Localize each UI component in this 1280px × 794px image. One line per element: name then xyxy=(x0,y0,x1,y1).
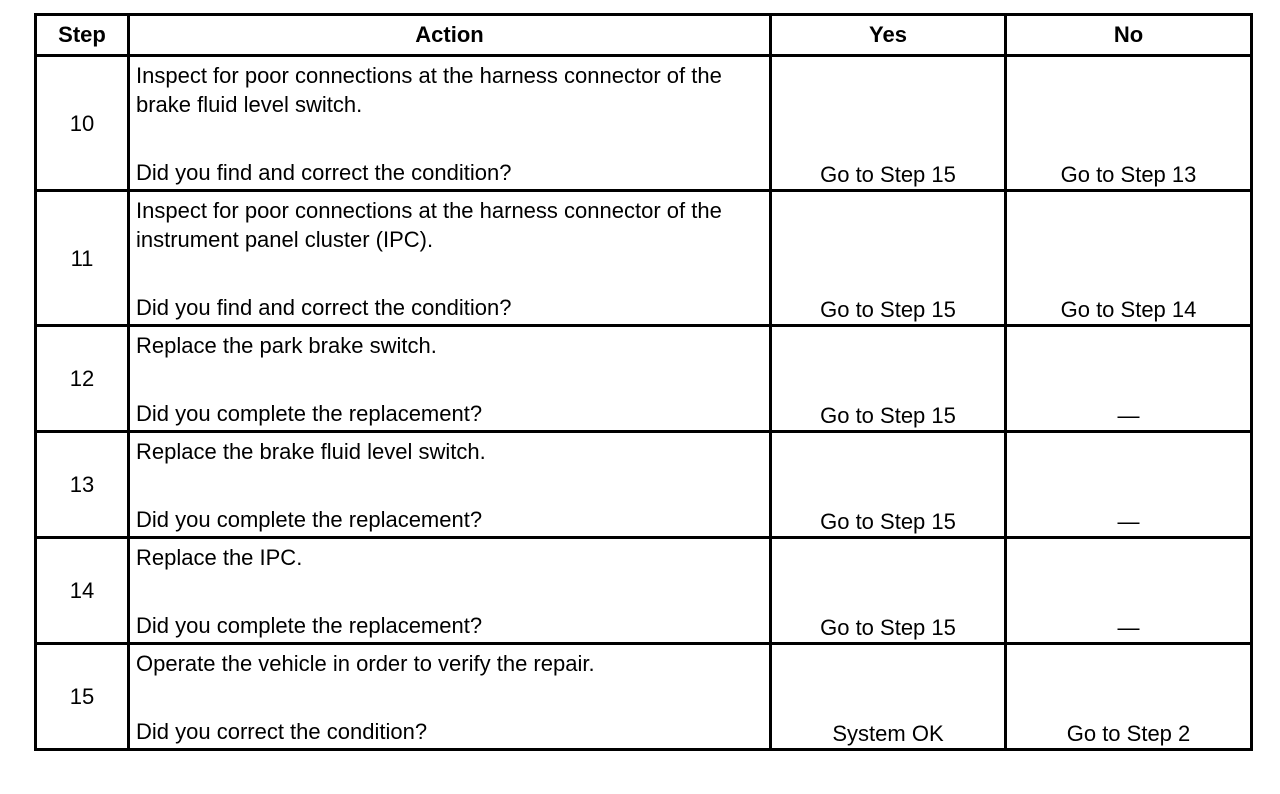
action-cell xyxy=(129,191,771,326)
action-cell xyxy=(129,56,771,191)
no-result: — xyxy=(1006,432,1252,538)
yes-result: Go to Step 15 xyxy=(771,432,1006,538)
step-number: 10 xyxy=(36,56,129,191)
action-instruction: Replace the park brake switch. xyxy=(136,333,437,358)
action-instruction: Replace the IPC. xyxy=(136,545,303,570)
action-question: Did you complete the replacement? xyxy=(136,613,483,638)
table-row xyxy=(36,432,1252,538)
action-cell xyxy=(129,538,771,644)
diagnostic-table xyxy=(34,13,1253,751)
no-result: Go to Step 13 xyxy=(1006,56,1252,191)
action-instruction: Inspect for poor connections at the harness connector of the instrument panel cluster (IPC). xyxy=(136,198,722,252)
header-step: Step xyxy=(36,15,129,56)
action-cell xyxy=(129,326,771,432)
header-action: Action xyxy=(129,15,771,56)
yes-result: Go to Step 15 xyxy=(771,191,1006,326)
action-question: Did you correct the condition? xyxy=(136,719,428,744)
no-result: — xyxy=(1006,538,1252,644)
action-question: Did you complete the replacement? xyxy=(136,507,483,532)
action-question: Did you find and correct the condition? xyxy=(136,295,512,320)
action-cell xyxy=(129,432,771,538)
yes-result: System OK xyxy=(771,644,1006,750)
header-no: No xyxy=(1006,15,1252,56)
action-instruction: Inspect for poor connections at the harness connector of the brake fluid level switch. xyxy=(136,63,722,117)
table-row xyxy=(36,326,1252,432)
action-instruction: Operate the vehicle in order to verify the repair. xyxy=(136,651,595,676)
table-row xyxy=(36,538,1252,644)
header-row xyxy=(36,15,1252,56)
table-row xyxy=(36,56,1252,191)
action-cell xyxy=(129,644,771,750)
action-question: Did you complete the replacement? xyxy=(136,401,483,426)
yes-result: Go to Step 15 xyxy=(771,538,1006,644)
step-number: 15 xyxy=(36,644,129,750)
action-instruction: Replace the brake fluid level switch. xyxy=(136,439,486,464)
yes-result: Go to Step 15 xyxy=(771,56,1006,191)
yes-result: Go to Step 15 xyxy=(771,326,1006,432)
table-row xyxy=(36,644,1252,750)
table-row xyxy=(36,191,1252,326)
no-result: — xyxy=(1006,326,1252,432)
step-number: 13 xyxy=(36,432,129,538)
step-number: 14 xyxy=(36,538,129,644)
step-number: 12 xyxy=(36,326,129,432)
no-result: Go to Step 14 xyxy=(1006,191,1252,326)
no-result: Go to Step 2 xyxy=(1006,644,1252,750)
step-number: 11 xyxy=(36,191,129,326)
action-question: Did you find and correct the condition? xyxy=(136,160,512,185)
header-yes: Yes xyxy=(771,15,1006,56)
